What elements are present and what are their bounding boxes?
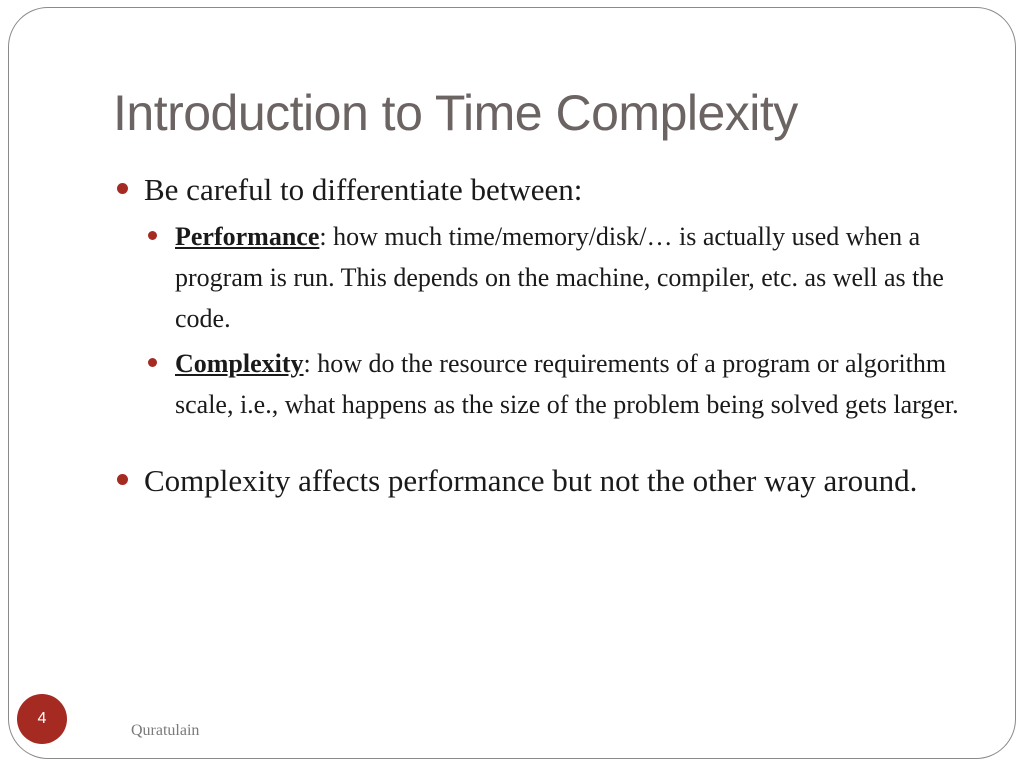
footer-author: Quratulain xyxy=(131,722,200,739)
bullet-dot-icon xyxy=(117,474,128,485)
bullet-text: Complexity affects performance but not the other way around. xyxy=(144,463,918,498)
term-performance: Performance xyxy=(175,222,320,251)
slide-title: Introduction to Time Complexity xyxy=(113,85,798,141)
slide-body xyxy=(113,168,973,503)
term-complexity: Complexity xyxy=(175,349,304,378)
bullet-dot-icon xyxy=(148,231,157,240)
bullet-differentiate xyxy=(113,168,973,212)
bullet-dot-icon xyxy=(117,183,128,194)
bullet-text: Be careful to differentiate between: xyxy=(144,172,583,207)
bullet-text: : how much time/memory/disk/… is actually used when a program is run. This depends on the machine, compiler, etc. as well as the code. xyxy=(175,222,944,333)
slide-number-badge: 4 xyxy=(17,694,67,744)
bullet-performance xyxy=(144,216,973,339)
bullet-complexity xyxy=(144,343,973,425)
bullet-dot-icon xyxy=(148,358,157,367)
bullet-text: : how do the resource requirements of a program or algorithm scale, i.e., what happens as the size of the problem being solved gets larger. xyxy=(175,349,959,419)
bullet-affects-performance xyxy=(113,459,973,503)
